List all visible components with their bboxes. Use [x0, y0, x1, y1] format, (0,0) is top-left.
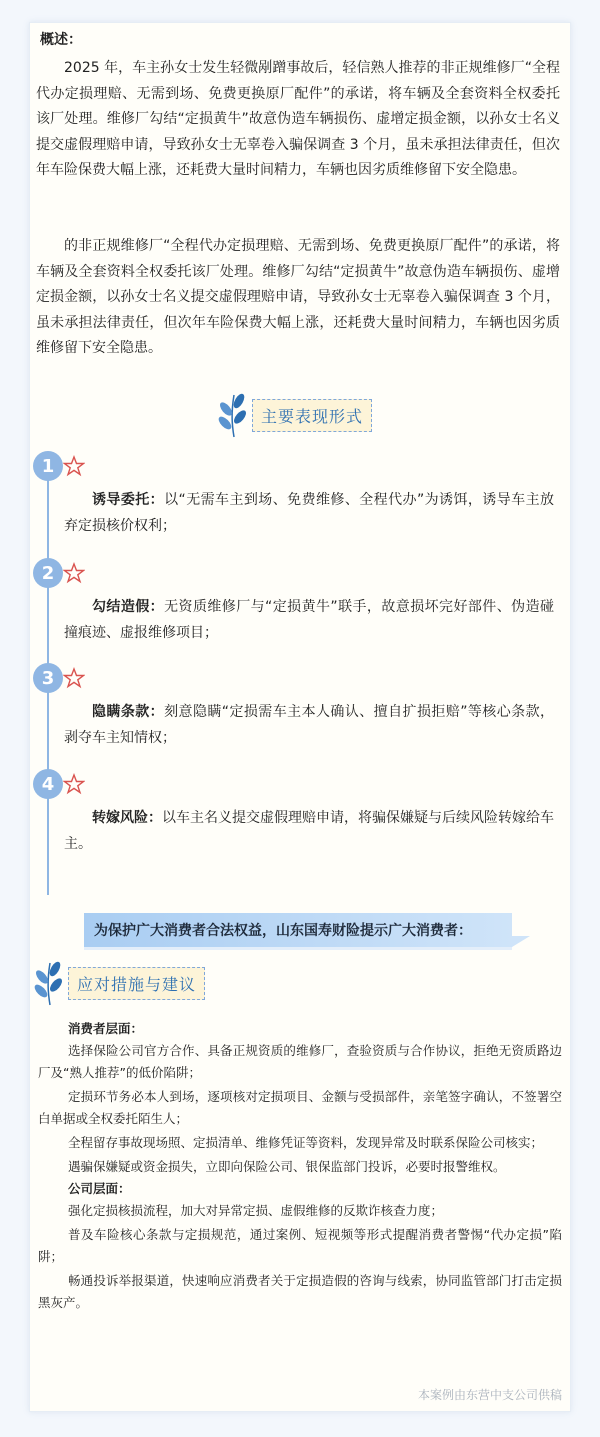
star-icon	[63, 773, 85, 795]
advice-section-header	[32, 959, 205, 1007]
consumer-item-1: 选择保险公司官方合作、具备正规资质的维修厂，查验资质与合作协议，拒绝无资质路边厂及“熟人推荐”的低价陷阱；	[38, 1043, 562, 1080]
footer-credit: 本案例由东营中支公司供稿	[417, 1388, 562, 1402]
form-item-2	[30, 558, 572, 658]
leaf-icon	[32, 959, 64, 1007]
star-icon	[63, 667, 85, 689]
overview-paragraph-2: 的非正规维修厂“全程代办定损理赔、无需到场、免费更换原厂配件”的承诺，将车辆及全套资料全权委托该厂处理。维修厂勾结“定损黄牛”故意伪造车辆损伤、虚增定损金额，以孙女士名义提交虚假理赔申请，导致孙女士无辜卷入骗保调查 3 个月，虽未承担法律责任，但次年车险保费大幅上涨，还耗费大量时间精力，车辆也因劣质维修留下安全隐患。	[36, 238, 560, 356]
overview-title: 概述：	[40, 32, 82, 48]
form-item-1	[30, 451, 572, 551]
banner-tail	[512, 936, 530, 947]
forms-section-header	[216, 391, 372, 439]
consumer-title: 消费者层面：	[68, 1021, 144, 1036]
step-number: 4	[33, 769, 63, 799]
form-item-4	[30, 769, 572, 879]
consumer-item-4: 遇骗保嫌疑或资金损失，立即向保险公司、银保监部门投诉，必要时报警维权。	[68, 1159, 506, 1174]
form-item-title: 隐瞒条款：	[92, 704, 165, 720]
form-item-title: 转嫁风险：	[92, 810, 162, 826]
company-item-1: 强化定损核损流程，加大对异常定损、虚假维修的反欺诈核查力度；	[68, 1203, 444, 1218]
company-item-2: 普及车险核心条款与定损规范，通过案例、短视频等形式提醒消费者警惕“代办定损”陷阱；	[38, 1227, 562, 1264]
step-number: 1	[33, 451, 63, 481]
advice-section-label: 应对措施与建议	[68, 967, 205, 1000]
form-item-3	[30, 663, 572, 763]
forms-section-label: 主要表现形式	[252, 399, 372, 432]
company-item-3: 畅通投诉举报渠道，快速响应消费者关于定损造假的咨询与线索，协同监管部门打击定损黑灰产。	[38, 1273, 562, 1310]
consumer-item-2: 定损环节务必本人到场，逐项核对定损项目、金额与受损部件，亲笔签字确认，不签署空白单据或全权委托陌生人；	[38, 1089, 562, 1126]
form-item-text: 以“无需车主到场、免费维修、全程代办”为诱饵，诱导车主放弃定损核价权利；	[64, 492, 554, 534]
form-item-text: 刻意隐瞒“定损需车主本人确认、擅自扩损拒赔”等核心条款，剥夺车主知情权；	[64, 704, 554, 746]
consumer-item-3: 全程留存事故现场照、定损清单、维修凭证等资料，发现异常及时联系保险公司核实；	[68, 1135, 544, 1150]
star-icon	[63, 455, 85, 477]
reminder-banner: 为保护广大消费者合法权益，山东国寿财险提示广大消费者：	[84, 913, 512, 947]
step-number: 3	[33, 663, 63, 693]
form-item-title: 诱导委托：	[92, 492, 165, 508]
form-item-title: 勾结造假：	[92, 599, 165, 615]
banner-shadow	[84, 947, 512, 950]
form-item-text: 无资质维修厂与“定损黄牛”联手，故意损坏完好部件、伪造碰撞痕迹、虚报维修项目；	[64, 599, 554, 641]
star-icon	[63, 562, 85, 584]
overview-paragraph-1: 2025 年，车主孙女士发生轻微剐蹭事故后，轻信熟人推荐的非正规维修厂“全程代办定损理赔、无需到场、免费更换原厂配件”的承诺，将车辆及全套资料全权委托该厂处理。维修厂勾结“定损黄牛”故意伪造车辆损伤、虚增定损金额，以孙女士名义提交虚假理赔申请，导致孙女士无辜卷入骗保调查 3 个月，虽未承担法律责任，但次年车险保费大幅上涨，还耗费大量时间精力，车辆也因劣质维修留下安全隐患。	[36, 60, 560, 178]
step-number: 2	[33, 558, 63, 588]
company-title: 公司层面：	[68, 1181, 131, 1196]
article-card	[29, 22, 571, 1412]
leaf-icon	[216, 391, 248, 439]
form-item-text: 以车主名义提交虚假理赔申请，将骗保嫌疑与后续风险转嫁给车主。	[64, 810, 554, 852]
advice-list	[38, 1018, 562, 1314]
